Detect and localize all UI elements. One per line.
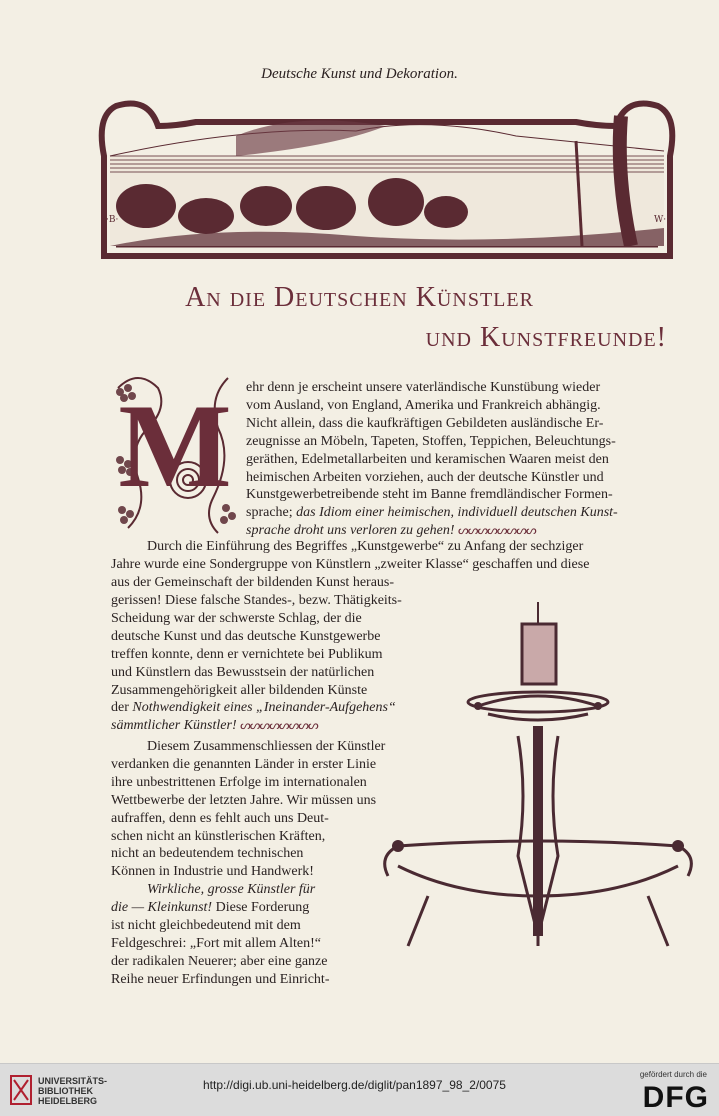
text-line: aus der Gemeinschaft der bildenden Kunst heraus- <box>111 574 395 590</box>
text-fragment: der <box>111 700 129 716</box>
italic-emphasis: Wirkliche, grosse Künstler für <box>147 882 316 897</box>
text-line: ihre unbestrittenen Erfolge im internationalen <box>111 774 367 790</box>
text-line: verdanken die genannten Länder in erster Linie <box>111 756 377 772</box>
text-line: gerissen! Diese falsche Standes-, bezw. Thätigkeits- <box>111 593 402 608</box>
text-line: Zusammengehörigkeit aller bildenden Künste <box>111 682 368 698</box>
text-line: vom Ausland, von England, Amerika und Frankreich abhängig. <box>246 397 601 413</box>
text-line: deutsche Kunst und das deutsche Kunstgewerbe <box>111 628 381 644</box>
text-line: ehr denn je erscheint unsere vaterländische Kunstübung wieder <box>246 380 601 395</box>
text-line: ist nicht gleichbedeutend mit dem <box>111 917 301 933</box>
candlestick-illustration <box>368 596 706 962</box>
italic-emphasis: sprache droht uns verloren zu gehen! <box>246 523 455 539</box>
paragraph-1 <box>246 379 670 540</box>
funded-by-label: gefördert durch die <box>639 1070 707 1079</box>
university-line: UNIVERSITÄTS- <box>38 1076 108 1086</box>
italic-emphasis: die — Kleinkunst! <box>111 899 213 915</box>
decorated-initial <box>108 368 242 536</box>
university-logo-icon <box>8 1072 34 1108</box>
text-line: zeugnisse an Möbeln, Tapeten, Stoffen, Teppichen, Beleuchtungs- <box>246 433 616 449</box>
title-line-1: An die Deutschen Künstler <box>185 282 534 313</box>
text-line: schen nicht an künstlerischen Kräften, <box>111 828 326 844</box>
paragraph-4 <box>111 881 351 988</box>
banner-monogram-right: W· <box>654 215 667 225</box>
italic-emphasis: sämmtlicher Künstler! <box>111 718 237 734</box>
text-line: Diesem Zusammenschliessen der Künstler <box>147 739 386 754</box>
initial-letter: M <box>118 379 232 512</box>
text-line: heimischen Arbeiten vorziehen, auch der deutsche Künstler und <box>246 469 604 485</box>
text-line: Jahre wurde eine Sondergruppe von Künstlern „zweiter Klasse“ geschaffen und diese <box>111 556 590 572</box>
text-fragment: sprache; <box>246 505 293 521</box>
text-line: der radikalen Neuerer; aber eine ganze <box>111 953 328 969</box>
university-name <box>38 1076 107 1106</box>
paragraph-2-full-width <box>111 538 670 592</box>
text-line: und Künstlern das Bewusstsein der natürlichen <box>111 664 375 680</box>
text-line: geräthen, Edelmetallarbeiten und keramischen Waaren meist den <box>246 451 609 467</box>
text-line: Scheidung war der schwerste Schlag, der die <box>111 610 362 626</box>
text-line: Können in Industrie und Handwerk! <box>111 864 314 880</box>
university-line: BIBLIOTHEK <box>38 1086 93 1096</box>
text-fragment: Diese Forderung <box>215 899 310 915</box>
italic-emphasis: Nothwendigkeit eines „Ineinander-Aufgehens“ <box>132 700 396 716</box>
text-line: Wettbewerbe der letzten Jahre. Wir müssen uns <box>111 792 377 808</box>
title-line-2: und Kunstfreunde! <box>425 322 667 353</box>
running-head: Deutsche Kunst und Dekoration. <box>261 66 458 82</box>
text-line: treffen konnte, denn er vernichtete bei Publikum <box>111 646 383 662</box>
viewer-footer <box>0 1063 719 1116</box>
text-line: Durch die Einführung des Begriffes „Kunstgewerbe“ zu Anfang der sechziger <box>147 539 584 554</box>
text-line: aufraffen, denn es fehlt auch uns Deut- <box>111 810 329 826</box>
landscape-banner <box>96 96 678 266</box>
document-url-link[interactable]: http://digi.ub.uni-heidelberg.de/diglit/pan1897_98_2/0075 <box>203 1078 506 1092</box>
text-line: Kunstgewerbetreibende steht im Banne fremdländischer Formen- <box>246 487 613 503</box>
university-line: HEIDELBERG <box>38 1096 98 1106</box>
dfg-logo: DFG <box>642 1081 709 1114</box>
italic-emphasis: das Idiom einer heimischen, individuell deutschen Kunst- <box>296 505 618 521</box>
text-line: Reihe neuer Erfindungen und Einricht- <box>111 971 330 987</box>
text-line: Nicht allein, dass die kaufkräftigen Gebildeten ausländische Er- <box>246 415 604 431</box>
ornament-icon: ᔕᔕᔕᔕᔕᔕᔕᔕ <box>458 523 536 538</box>
banner-monogram-left: ·B· <box>106 215 119 225</box>
ornament-icon: ᔕᔕᔕᔕᔕᔕᔕᔕ <box>240 718 318 733</box>
text-line: nicht an bedeutendem technischen <box>111 846 304 862</box>
text-line: Feldgeschrei: „Fort mit allem Alten!“ <box>111 935 321 951</box>
